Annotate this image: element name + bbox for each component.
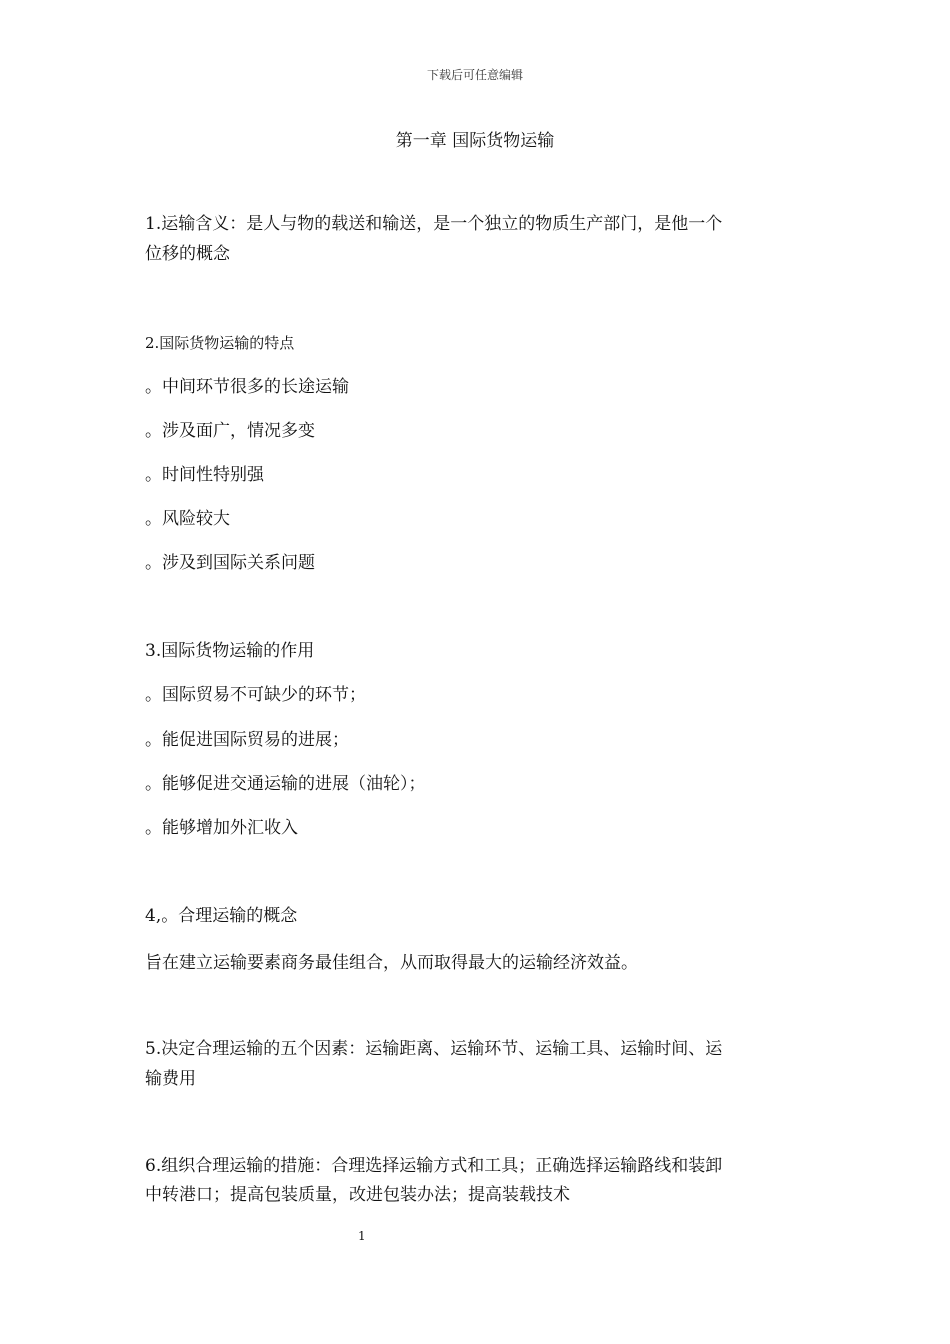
list-item: 。能够增加外汇收入	[145, 818, 298, 838]
list-item: 。涉及面广，情况多变	[145, 421, 315, 441]
list-item: 。能促进国际贸易的进展；	[145, 730, 349, 750]
chapter-title: 第一章 国际货物运输	[395, 131, 555, 151]
section-1-line-2: 位移的概念	[145, 244, 230, 264]
section-5-line-1: 5.决定合理运输的五个因素：运输距离、运输环节、运输工具、运输时间、运	[145, 1039, 723, 1059]
page-number: 1	[358, 1229, 366, 1243]
section-3-heading: 3.国际货物运输的作用	[145, 641, 315, 661]
section-4-heading: 4,。合理运输的概念	[145, 906, 298, 926]
list-item: 。国际贸易不可缺少的环节；	[145, 685, 366, 705]
section-2-heading: 2.国际货物运输的特点	[145, 334, 295, 352]
section-5-line-2: 输费用	[145, 1069, 196, 1089]
section-6-line-2: 中转港口；提高包装质量，改进包装办法；提高装载技术	[145, 1185, 570, 1205]
header-note: 下载后可任意编辑	[426, 68, 523, 82]
list-item: 。风险较大	[145, 509, 230, 529]
list-item: 。能够促进交通运输的进展（油轮）；	[145, 774, 426, 794]
section-1-line-1: 1.运输含义：是人与物的载送和输送，是一个独立的物质生产部门，是他一个	[145, 214, 723, 234]
list-item: 。涉及到国际关系问题	[145, 553, 315, 573]
section-6-line-1: 6.组织合理运输的措施：合理选择运输方式和工具；正确选择运输路线和装卸	[145, 1156, 723, 1176]
section-4-body: 旨在建立运输要素商务最佳组合，从而取得最大的运输经济效益。	[145, 953, 638, 973]
list-item: 。中间环节很多的长途运输	[145, 377, 349, 397]
list-item: 。时间性特别强	[145, 465, 264, 485]
